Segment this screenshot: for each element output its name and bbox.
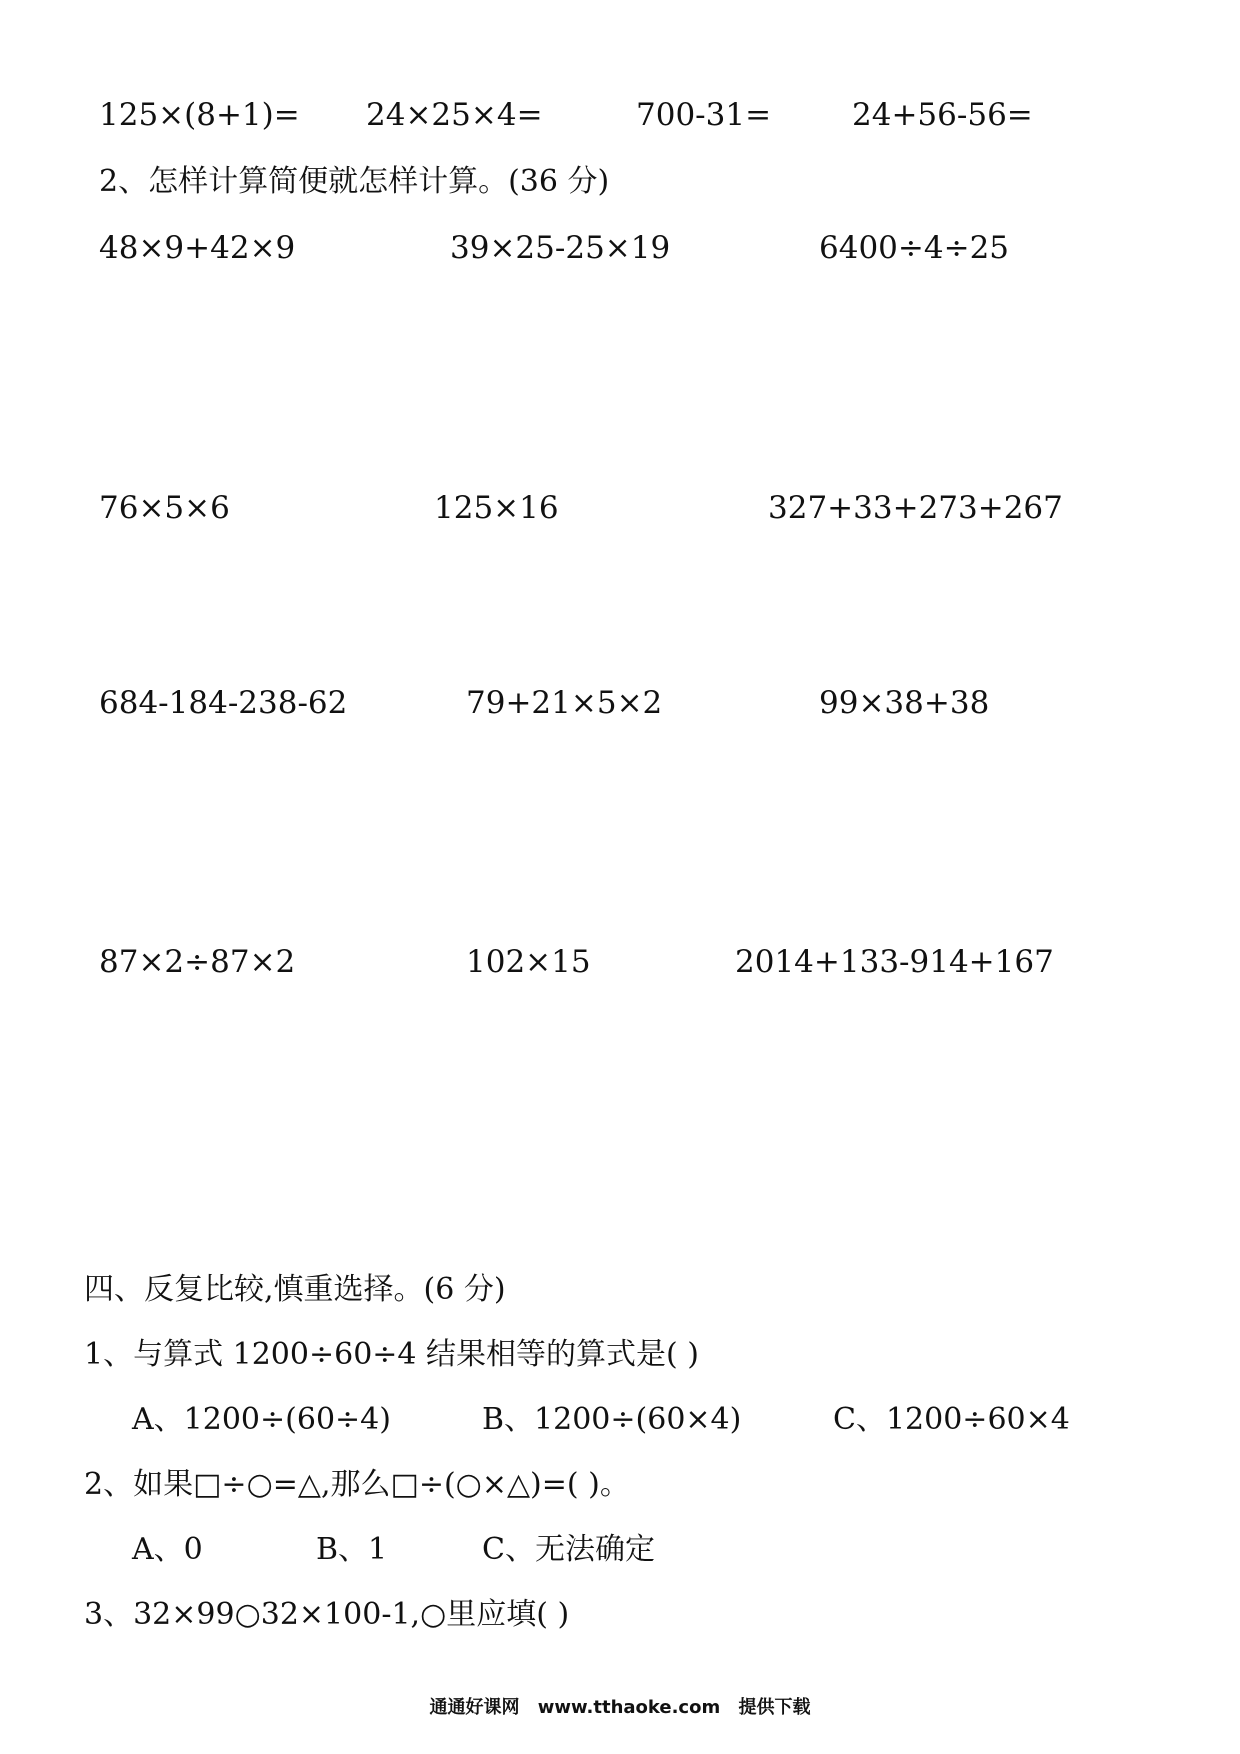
question-2: 2、如果□÷○=△,那么□÷(○×△)=( )。	[84, 1467, 630, 1502]
top-expression-2: 24×25×4=	[366, 97, 543, 133]
question-3: 3、32×99○32×100-1,○里应填( )	[84, 1597, 570, 1632]
calc-expression: 99×38+38	[819, 685, 990, 721]
question-1-option-a: A、1200÷(60÷4)	[132, 1402, 391, 1437]
question-1-option-b: B、1200÷(60×4)	[482, 1402, 742, 1437]
calc-expression: 6400÷4÷25	[819, 230, 1010, 266]
section-2-heading: 2、怎样计算简便就怎样计算。(36 分)	[99, 164, 610, 199]
footer	[0, 1693, 1240, 1719]
calc-expression: 87×2÷87×2	[99, 944, 296, 980]
section-4-heading: 四、反复比较,慎重选择。(6 分)	[84, 1272, 506, 1307]
top-expression-3: 700-31=	[636, 97, 772, 133]
question-2-option-a: A、0	[132, 1532, 203, 1567]
calc-expression: 79+21×5×2	[466, 685, 663, 721]
footer-url[interactable]: www.tthaoke.com	[537, 1697, 721, 1718]
top-expression-4: 24+56-56=	[852, 97, 1033, 133]
calc-expression: 76×5×6	[99, 490, 230, 526]
top-expression-1: 125×(8+1)=	[99, 97, 300, 133]
calc-expression: 2014+133-914+167	[735, 944, 1054, 980]
question-1: 1、与算式 1200÷60÷4 结果相等的算式是( )	[84, 1337, 699, 1372]
calc-expression: 125×16	[434, 490, 559, 526]
question-2-option-c: C、无法确定	[482, 1532, 655, 1567]
calc-expression: 684-184-238-62	[99, 685, 348, 721]
calc-expression: 102×15	[466, 944, 591, 980]
footer-suffix: 提供下载	[738, 1697, 811, 1718]
calc-expression: 39×25-25×19	[450, 230, 671, 266]
calc-expression: 48×9+42×9	[99, 230, 296, 266]
question-1-option-c: C、1200÷60×4	[833, 1402, 1070, 1437]
footer-site-name: 通通好课网	[429, 1697, 520, 1718]
question-2-option-b: B、1	[316, 1532, 388, 1567]
calc-expression: 327+33+273+267	[768, 490, 1063, 526]
